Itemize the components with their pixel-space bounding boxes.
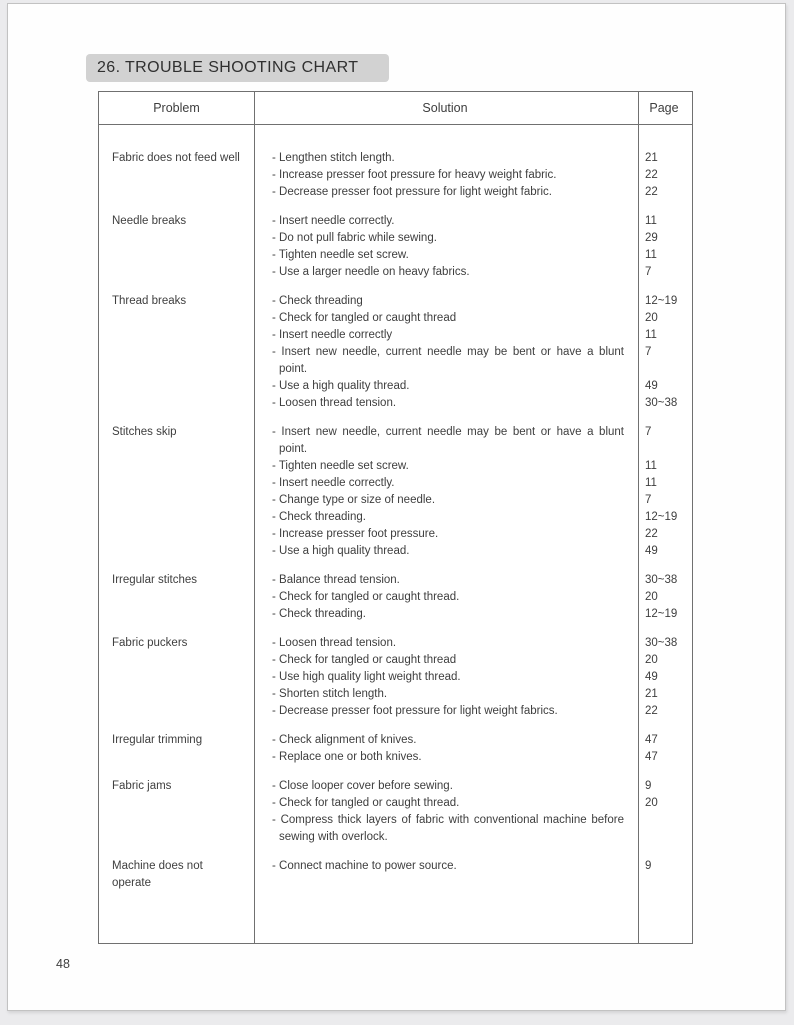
solution-item xyxy=(254,344,692,378)
problem-cell: Fabric does not feed well xyxy=(112,152,240,164)
solution-text: - Insert needle correctly. xyxy=(272,215,395,227)
solution-text: - Lengthen stitch length. xyxy=(272,152,395,164)
solution-item xyxy=(254,669,692,686)
problem-cell: Irregular trimming xyxy=(112,734,203,746)
page-ref xyxy=(636,812,692,846)
solution-item xyxy=(254,310,692,327)
solution-item xyxy=(254,167,692,184)
problem-cell: Fabric puckers xyxy=(112,637,188,649)
page-ref: 20 xyxy=(645,591,658,603)
table-row xyxy=(99,732,692,766)
solution-text: - Increase presser foot pressure for heavy weight fabric. xyxy=(272,169,557,181)
solution-text: - Replace one or both knives. xyxy=(272,751,422,763)
page-ref: 30~38 xyxy=(645,574,678,586)
solution-text: - Check for tangled or caught thread. xyxy=(272,591,460,603)
column-header-solution: Solution xyxy=(422,101,468,115)
table-row xyxy=(99,424,692,560)
solution-item xyxy=(254,543,692,560)
solution-text: - Check threading. xyxy=(272,608,366,620)
solution-text: - Check threading. xyxy=(272,511,366,523)
solution-text: - Check alignment of knives. xyxy=(272,734,417,746)
table-row xyxy=(99,778,692,846)
solution-item xyxy=(254,378,692,395)
solution-item xyxy=(254,572,692,589)
page-ref: 22 xyxy=(645,169,658,181)
page-ref: 11 xyxy=(645,329,657,341)
table-body xyxy=(99,125,692,892)
page-ref: 29 xyxy=(645,232,658,244)
solution-text: - Change type or size of needle. xyxy=(272,494,436,506)
solution-item xyxy=(254,327,692,344)
solution-text: - Use a larger needle on heavy fabrics. xyxy=(272,266,470,278)
solution-text: - Tighten needle set screw. xyxy=(272,460,409,472)
table-row xyxy=(99,213,692,281)
solution-text: - Insert needle correctly. xyxy=(272,477,395,489)
solution-item xyxy=(254,264,692,281)
solution-item xyxy=(254,589,692,606)
page-ref: 12~19 xyxy=(645,295,678,307)
solution-item xyxy=(254,778,692,795)
solution-item xyxy=(254,475,692,492)
solution-item xyxy=(254,858,692,875)
solution-item xyxy=(254,652,692,669)
page-ref: 49 xyxy=(645,671,658,683)
problem-cell: Fabric jams xyxy=(112,780,172,792)
solution-text: - Decrease presser foot pressure for light weight fabric. xyxy=(272,186,552,198)
page-ref: 7 xyxy=(645,494,652,506)
solution-item xyxy=(254,749,692,766)
solutions-cell xyxy=(254,213,692,281)
solution-item xyxy=(254,293,692,310)
solutions-cell xyxy=(254,635,692,720)
page-ref: 7 xyxy=(645,266,652,278)
page-ref: 12~19 xyxy=(645,608,678,620)
page-ref: 11 xyxy=(645,460,657,472)
page-ref: 11 xyxy=(645,249,657,261)
solution-text: - Insert needle correctly xyxy=(272,329,393,341)
table-row xyxy=(99,150,692,201)
solution-text: - Loosen thread tension. xyxy=(272,637,397,649)
solutions-cell xyxy=(254,150,692,201)
page-ref: 22 xyxy=(645,186,658,198)
solution-text: - Use a high quality thread. xyxy=(272,380,410,392)
solution-item xyxy=(254,732,692,749)
page-ref: 22 xyxy=(645,528,658,540)
page-ref: 22 xyxy=(645,705,658,717)
solution-text: - Insert new needle, current needle may be bent or have a blunt point. xyxy=(272,426,624,455)
problem-cell: Irregular stitches xyxy=(112,574,198,586)
solution-text: - Shorten stitch length. xyxy=(272,688,388,700)
solution-item xyxy=(254,606,692,623)
trouble-shooting-table xyxy=(98,91,693,944)
solution-text: - Decrease presser foot pressure for light weight fabrics. xyxy=(272,705,558,717)
solution-text: - Balance thread tension. xyxy=(272,574,400,586)
solution-item xyxy=(254,492,692,509)
page-ref: 11 xyxy=(645,215,657,227)
page-ref: 49 xyxy=(645,380,658,392)
solutions-cell xyxy=(254,778,692,846)
solution-item xyxy=(254,247,692,264)
page-ref: 11 xyxy=(645,477,657,489)
solution-item xyxy=(254,795,692,812)
page-ref: 20 xyxy=(645,654,658,666)
page-ref: 47 xyxy=(645,734,658,746)
solutions-cell xyxy=(254,293,692,412)
solution-text: - Check for tangled or caught thread. xyxy=(272,797,460,809)
solution-text: - Loosen thread tension. xyxy=(272,397,397,409)
solution-item xyxy=(254,395,692,412)
solution-item xyxy=(254,703,692,720)
column-header-problem: Problem xyxy=(153,101,200,115)
page-number: 48 xyxy=(56,957,70,971)
solution-item xyxy=(254,458,692,475)
column-divider-problem-solution xyxy=(254,92,255,943)
page-ref: 49 xyxy=(645,545,658,557)
solution-text: - Increase presser foot pressure. xyxy=(272,528,439,540)
page-ref: 47 xyxy=(645,751,658,763)
solutions-cell xyxy=(254,424,692,560)
solution-item xyxy=(254,213,692,230)
page-ref: 30~38 xyxy=(645,397,678,409)
page-ref: 7 xyxy=(645,346,652,358)
solution-text: - Check for tangled or caught thread xyxy=(272,654,457,666)
page-ref: 21 xyxy=(645,152,658,164)
solution-text: - Use high quality light weight thread. xyxy=(272,671,461,683)
solution-item xyxy=(254,635,692,652)
page-ref: 20 xyxy=(645,312,658,324)
table-row xyxy=(99,635,692,720)
problem-cell: Thread breaks xyxy=(112,295,187,307)
page-ref: 20 xyxy=(645,797,658,809)
solution-item xyxy=(254,526,692,543)
solution-text: - Insert new needle, current needle may be bent or have a blunt point. xyxy=(272,346,624,375)
solution-text: - Check threading xyxy=(272,295,363,307)
solution-text: - Do not pull fabric while sewing. xyxy=(272,232,437,244)
solution-text: - Connect machine to power source. xyxy=(272,860,457,872)
table-row xyxy=(99,858,692,892)
solution-item xyxy=(254,812,692,846)
page-ref: 12~19 xyxy=(645,511,678,523)
table-header-row xyxy=(99,92,692,125)
solutions-cell xyxy=(254,858,692,892)
solution-text: - Tighten needle set screw. xyxy=(272,249,409,261)
solution-item xyxy=(254,424,692,458)
solution-item xyxy=(254,509,692,526)
column-header-page: Page xyxy=(649,101,679,115)
page-ref: 21 xyxy=(645,688,658,700)
solution-text: - Check for tangled or caught thread xyxy=(272,312,457,324)
solutions-cell xyxy=(254,732,692,766)
table-row xyxy=(99,293,692,412)
page-ref: 9 xyxy=(645,860,652,872)
problem-cell: Machine does not operate xyxy=(112,860,203,889)
solution-text: - Close looper cover before sewing. xyxy=(272,780,453,792)
paper-sheet xyxy=(7,3,786,1011)
page-ref: 7 xyxy=(645,426,652,438)
problem-cell: Stitches skip xyxy=(112,426,177,438)
page-ref: 9 xyxy=(645,780,652,792)
solutions-cell xyxy=(254,572,692,623)
solution-item xyxy=(254,150,692,167)
section-title-highlight xyxy=(86,54,389,82)
solution-item xyxy=(254,230,692,247)
solution-item xyxy=(254,686,692,703)
column-divider-solution-page xyxy=(638,92,639,943)
solution-item xyxy=(254,184,692,201)
table-row xyxy=(99,572,692,623)
page-ref: 30~38 xyxy=(645,637,678,649)
solution-text: - Use a high quality thread. xyxy=(272,545,410,557)
problem-cell: Needle breaks xyxy=(112,215,187,227)
section-title: 26. TROUBLE SHOOTING CHART xyxy=(97,59,359,76)
solution-text: - Compress thick layers of fabric with conventional machine before sewing with overlock. xyxy=(272,814,624,843)
